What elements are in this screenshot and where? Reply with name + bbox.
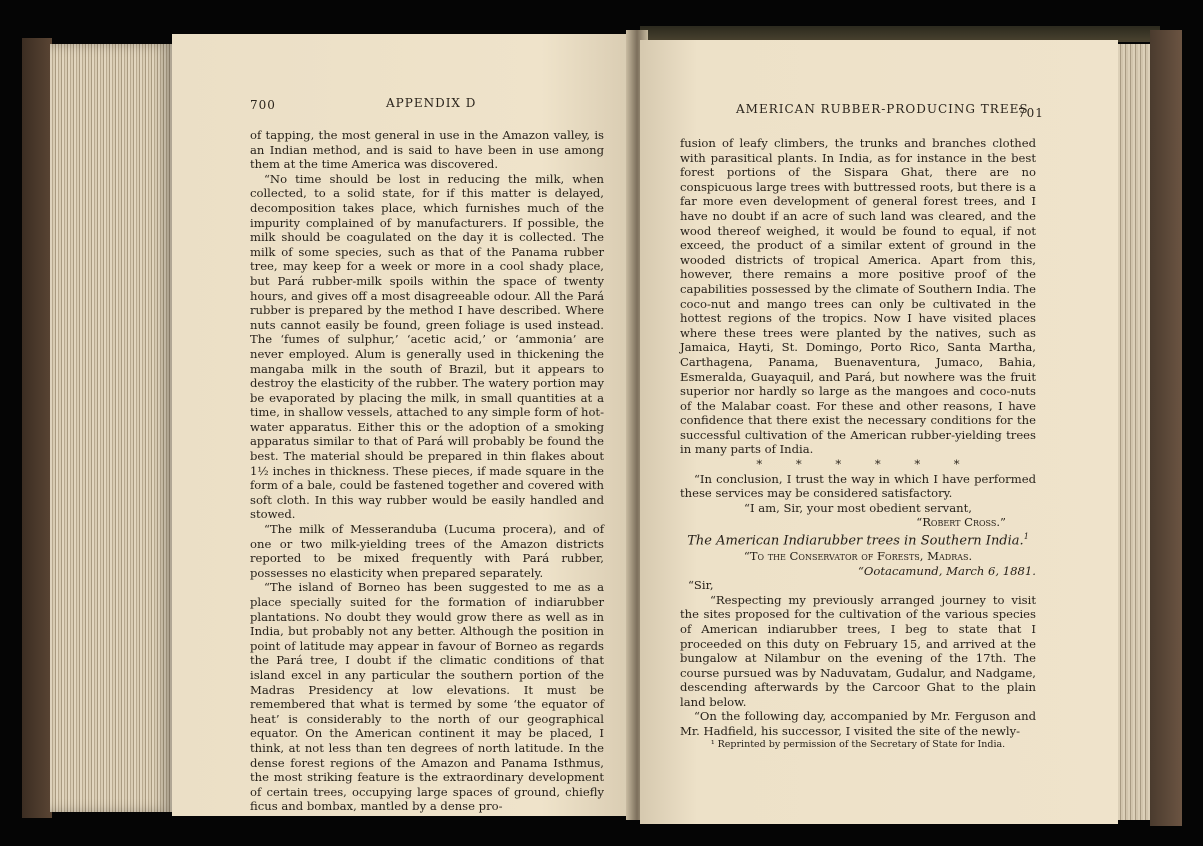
right-page-text [680,136,1036,751]
left-page [172,34,634,816]
closing-paragraph: “In conclusion, I trust the way in which I have performed these services may be considered satisfactory. [680,471,1036,501]
signature: “Robert Cross.” [916,515,1006,530]
running-head-right: AMERICAN RUBBER-PRODUCING TREES [736,102,1029,116]
page-number-right: 701 [1018,106,1044,120]
paragraph: “No time should be lost in reducing the milk, when collected, to a solid state, for if this matter is delayed, decomposition takes place, which furnishes much of the impurity complained of by manufacturers. If possible, the milk should be coagulated on the day it is collected. The milk of some species, such as that of the Panama rubber tree, may keep for a week or more in a cool shady place, but Pará rubber-milk spoils within the space of twenty hours, and gives off a most disagreeable odour. All the Pará rubber is prepared by the method I have described. Where nuts cannot easily be found, green foliage is used instead. The ‘fumes of sulphur,’ ‘acetic acid,’ or ‘ammonia’ are never employed. Alum is generally used in thickening the mangaba milk in the south of Brazil, but it appears to destroy the elasticity of the rubber. The watery portion may be evaporated by placing the milk, in small quantities at a time, in shallow vessels, attached to any simple form of hot-water apparatus. Either this or the adoption of a smoking apparatus similar to that of Pará will probably be found the best. The material should be prepared in thin flakes about 1½ inches in thickness. These pieces, if made square in the form of a bale, could be fastened together and covered with soft cloth. In this way rubber would be easily handled and stowed. [250,171,604,522]
section-title: The American Indiarubber trees in Southern India.$^1$ [687,532,1029,549]
page-number-left: 700 [250,98,276,112]
paragraph: “The milk of Messeranduba (Lucuma procera), and of one or two milk-yielding trees of the Amazon districts reported to be mixed frequently with Pará rubber, possesses no elasticity when prepared separately. [250,522,604,580]
dateline: “Ootacamund, March 6, 1881. [857,563,1036,578]
left-page-text [250,128,604,814]
paragraph: “Respecting my previously arranged journey to visit the sites proposed for the cultivation of the various species of American indiarubber trees, I beg to state that I proceeded on this duty on February 15, and arrived at the bungalow at Nilambur on the evening of the 17th. The course pursued was by Naduvatam, Gudalur, and Nadgame, descending afterwards by the Carcoor Ghat to the plain land below. [680,592,1036,709]
page-edges-left [50,44,172,812]
paragraph: of tapping, the most general in use in the Amazon valley, is an Indian method, and is said to have been in use among them at the time America was discovered. [250,128,604,172]
paragraph: “On the following day, accompanied by Mr. Ferguson and Mr. Hadfield, his successor, I visited the site of the newly- [680,709,1036,739]
address-line: “To the Conservator of Forests, Madras. [743,548,973,563]
book-cover-left [22,38,52,818]
book-cover-right [1150,30,1182,826]
salutation: “Sir, [688,578,714,593]
paragraph: “The island of Borneo has been suggested to me as a place specially suited for the formation of indiarubber plantations. No doubt they would grow there as well as in India, but probably not any better. Although the position in point of latitude may appear in favour of Borneo as regards the Pará tree, I doubt if the climatic conditions of that island excel in any particular the southern portion of the Madras Presidency at low elevations. It must be remembered that what is termed by some ‘the equator of heat’ is considerably to the north of our geographical equator. On the American continent it may be placed, I think, at not less than ten degrees of north latitude. In the dense forest regions of the Amazon and Panama Isthmus, the most striking feature is the extraordinary development of certain trees, occupying large spaces of ground, chiefly ficus and bombax, mantled by a dense pro- [250,580,604,814]
right-page [640,40,1118,824]
section-break-stars: * * * * * * [756,457,960,472]
valediction: “I am, Sir, your most obedient servant, [744,500,972,515]
paragraph: fusion of leafy climbers, the trunks and branches clothed with parasitical plants. In India, as for instance in the best forest portions of the Sispara Ghat, there are no conspicuous large trees with buttressed roots, but there is a far more even development of general forest trees, and I have no doubt if an acre of such land was cleared, and the wood thereof weighed, it would be found to equal, if not exceed, the product of a similar extent of ground in the wooded districts of tropical America. Apart from this, however, there remains a more positive proof of the capabilities possessed by the climate of Southern India. The coco-nut and mango trees can only be cultivated in the hottest regions of the tropics. Now I have visited places where these trees were planted by the natives, such as Jamaica, Hayti, St. Domingo, Porto Rico, Santa Martha, Carthagena, Panama, Buenaventura, Jumaco, Bahia, Esmeralda, Guayaquil, and Pará, but nowhere was the fruit superior nor hardly so large as the mangoes and coco-nuts of the Malabar coast. For these and other reasons, I have confidence that there exist the necessary conditions for the successful cultivation of the American rubber-yielding trees in many parts of India. [680,136,1036,457]
footnote: ¹ Reprinted by permission of the Secretary of State for India. [710,738,1006,750]
running-head-left: APPENDIX D [386,96,477,110]
